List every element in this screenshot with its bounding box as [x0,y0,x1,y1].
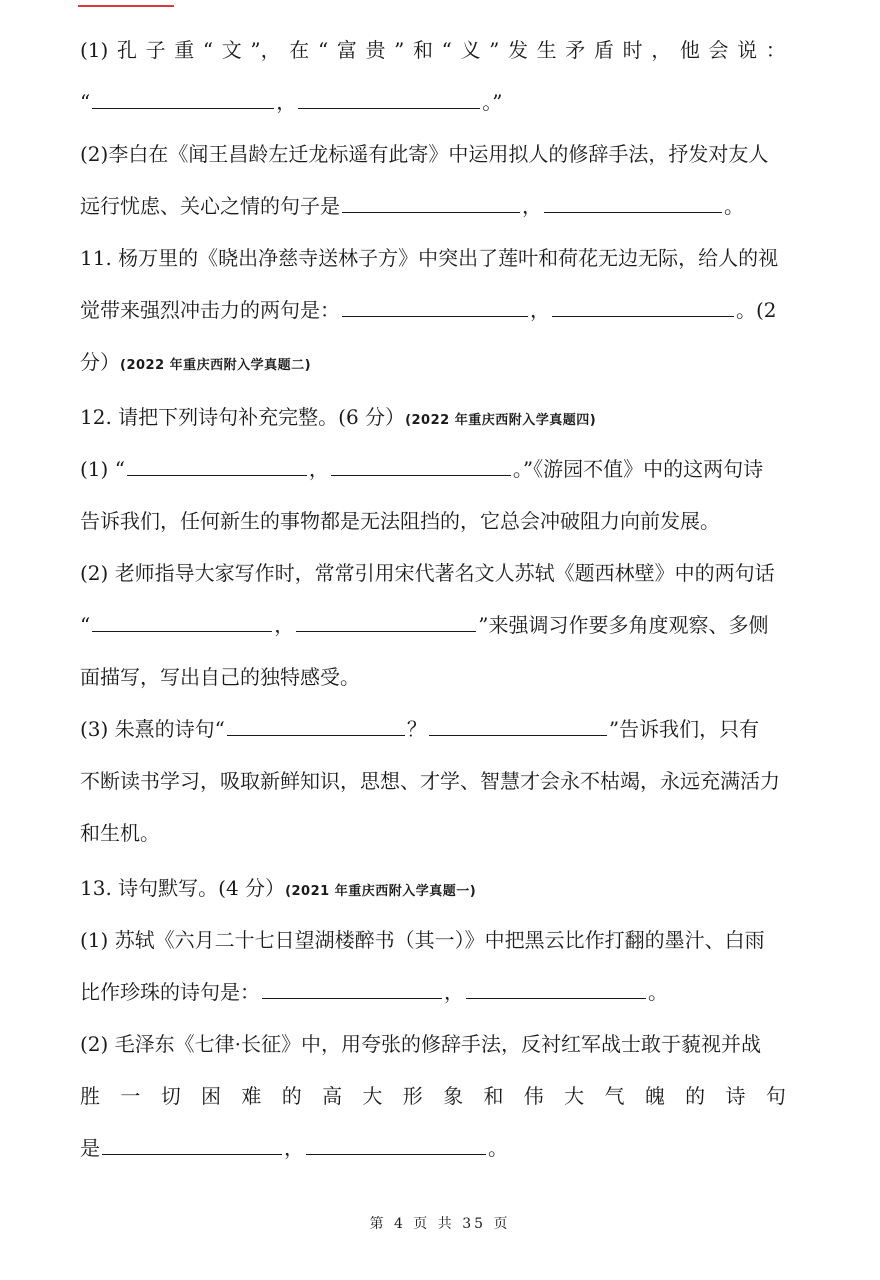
answer-blank[interactable] [127,455,307,476]
open-quote: “ [80,90,91,114]
text-segment: 一 [120,1084,141,1108]
answer-blank[interactable] [342,296,528,317]
period: 。 [648,980,668,1004]
question-12-title [80,403,800,435]
text-segment: “ [202,38,214,62]
text-segment: 大 [362,1084,383,1108]
comma: ， [274,613,295,637]
text-segment: 文 [221,38,242,62]
comma: ， [284,1136,304,1160]
question-11-line-1: 11. 杨万里的《晓出净慈寺送林子方》中突出了莲叶和荷花无边无际，给人的视 [80,246,779,270]
text-segment: ” [394,38,405,62]
source-tag: (2021 年重庆西附入学真题一) [285,884,477,899]
prefix: (1) “ [80,457,125,481]
text-segment: 重 [174,38,195,62]
text-segment: 盾 [593,38,614,62]
source-tag: (2022 年重庆西附入学真题四) [405,413,597,428]
question-10-1-answer-line [80,88,800,116]
text-segment: 的 [281,1084,302,1108]
question-10-2-line-2 [80,192,800,220]
text-segment: 孔 [116,38,137,62]
text-segment: 会 [708,38,729,62]
question-12-1-line-1 [80,455,800,483]
answer-blank[interactable] [466,978,646,999]
text-segment: 时 [622,38,643,62]
text-segment: 象 [443,1084,464,1108]
question-11-line-3 [80,348,800,380]
text-segment: 句 [765,1084,786,1108]
prefix: 是 [80,1136,100,1160]
comma: ， [276,90,297,114]
text-segment: 生 [536,38,557,62]
text-segment: 子 [145,38,166,62]
text-segment: 他 [679,38,700,62]
period: 。 [488,1136,508,1160]
question-13-1-line-1: (1) 苏轼《六月二十七日望湖楼醉书（其一）》中把黑云比作打翻的墨汁、白雨 [80,928,765,952]
text-segment: “ [441,38,452,62]
text-segment: 说 [737,38,758,62]
answer-blank[interactable] [92,88,274,109]
text-segment: 发 [508,38,528,62]
question-10-1-line-1 [80,36,786,64]
question-13-1-line-2 [80,978,800,1006]
question-12-3-line-3: 和生机。 [80,821,160,845]
question-title: 12. 请把下列诗句补充完整。(6 分） [80,405,406,429]
comma: ， [308,457,329,481]
text-segment: 和 [483,1084,504,1108]
question-12-3-line-2: 不断读书学习，吸取新鲜知识，思想、才学、智慧才会永不枯竭，永远充满活力 [80,769,780,793]
red-underline-mark [78,0,174,7]
question-11-line-2 [80,296,800,324]
text-segment: 胜 [80,1084,100,1108]
answer-blank[interactable] [262,978,442,999]
question-12-2-line-2 [80,611,800,639]
text-segment: 气 [604,1084,625,1108]
text-segment: 高 [322,1084,343,1108]
source-tag: (2022 年重庆西附入学真题二) [120,358,312,373]
text-segment: (1) [80,38,109,62]
answer-blank[interactable] [298,88,480,109]
suffix: 。”《游园不值》中的这两句诗 [512,457,764,481]
suffix: ”来强调习作要多角度观察、多侧 [478,613,769,637]
text-segment: 切 [160,1084,181,1108]
text-segment: ， [651,38,672,62]
text-segment: 义 [460,38,481,62]
question-13-title [80,874,800,906]
answer-blank[interactable] [92,611,272,632]
question-13-2-line-3 [80,1134,800,1162]
answer-blank[interactable] [342,192,520,213]
question-12-2-line-1: (2) 老师指导大家写作时，常常引用宋代著名文人苏轼《题西林壁》中的两句话 [80,561,775,585]
text-segment: 困 [201,1084,222,1108]
score-open: 。(2 [736,298,777,322]
answer-blank[interactable] [227,715,405,736]
page-footer: 第 4 页 共 35 页 [369,1216,511,1232]
prompt-text: 比作珍珠的诗句是： [80,980,260,1004]
text-segment: ” [489,38,500,62]
question-13-2-line-1: (2) 毛泽东《七律·长征》中，用夸张的修辞手法，反衬红军战士敢于藐视并战 [80,1032,762,1056]
text-segment: 魄 [644,1084,665,1108]
text-segment: 形 [402,1084,423,1108]
open-quote: “ [80,613,91,637]
text-segment: 贵 [365,38,386,62]
text-segment: 大 [564,1084,585,1108]
score-close: 分） [80,350,120,374]
prefix: (3) 朱熹的诗句“ [80,717,225,741]
text-segment: “ [317,38,329,62]
answer-blank[interactable] [296,611,476,632]
suffix: ”告诉我们，只有 [608,717,760,741]
answer-blank[interactable] [552,296,734,317]
question-10-2-line-1: (2)李白在《闻王昌龄左迁龙标遥有此寄》中运用拟人的修辞手法，抒发对友人 [80,142,769,166]
text-segment: ”， [250,38,281,62]
text-segment: 富 [336,38,357,62]
question-13-2-line-2 [80,1082,786,1110]
prompt-text: 觉带来强烈冲击力的两句是： [80,298,340,322]
text-segment: 和 [412,38,433,62]
text-segment: 在 [289,38,310,62]
answer-blank[interactable] [544,192,722,213]
question-title: 13. 诗句默写。(4 分） [80,876,286,900]
answer-blank[interactable] [306,1134,486,1155]
answer-blank[interactable] [102,1134,282,1155]
text-segment: 伟 [523,1084,544,1108]
comma: ， [522,194,542,218]
text-segment: ： [765,38,786,62]
text-segment: 矛 [565,38,586,62]
comma: ， [444,980,464,1004]
question-12-2-line-3: 面描写，写出自己的独特感受。 [80,665,360,689]
question-12-1-line-2: 告诉我们，任何新生的事物都是无法阻挡的，它总会冲破阻力向前发展。 [80,509,720,533]
answer-blank[interactable] [331,455,511,476]
question-mark: ？ [406,717,427,741]
question-12-3-line-1 [80,715,800,743]
comma: ， [530,298,550,322]
text-segment: 难 [241,1084,262,1108]
answer-blank[interactable] [429,715,607,736]
text-segment: 诗 [725,1084,746,1108]
closing: 。” [482,90,503,114]
period: 。 [724,194,744,218]
prompt-text: 远行忧虑、关心之情的句子是 [80,194,340,218]
text-segment: 的 [685,1084,706,1108]
